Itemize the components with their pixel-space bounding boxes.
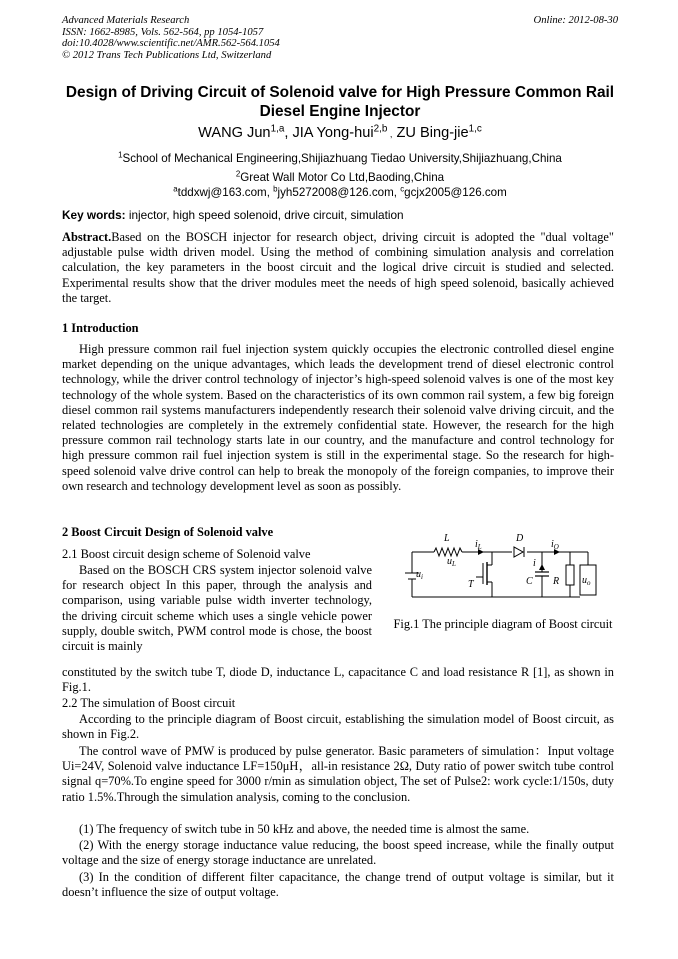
abstract: [62, 230, 614, 306]
label-diode: D: [516, 533, 524, 544]
keywords-label: Key words:: [62, 208, 126, 222]
author-emails: [62, 185, 618, 200]
email-link[interactable]: gcjx2005@126.com: [404, 186, 507, 199]
conclusion-item-1: (1) The frequency of switch tube in 50 kHz and above, the needed time is almost the same.: [79, 822, 530, 836]
email-sup: a: [173, 184, 178, 194]
author-name: WANG Jun: [198, 125, 271, 141]
author-sup: 1,a: [270, 123, 285, 135]
author-separator: ,: [387, 129, 393, 139]
figure-1-caption: Fig.1 The principle diagram of Boost circuit: [393, 617, 613, 631]
conclusion-item-2: (2) With the energy storage inductance value reducing, the boost speed increase, while the finally output voltage and the size of energy storage inductance are unrelated.: [62, 838, 614, 868]
journal-header: [62, 15, 618, 61]
affiliation-text: School of Mechanical Engineering,Shijiazhuang Tiedao University,Shijiazhuang,China: [122, 152, 562, 165]
label-output-current: $i_O$: [551, 539, 559, 551]
affiliation-2: [62, 170, 618, 185]
abstract-text: Based on the BOSCH injector for research object, driving circuit is adopted the "dual voltage" adjustable pulse width driven model. Using the method of combining simulation analysis and correlation calculation, the key parameters in the boost circuit and the logical drive circuit is studied and selected. Experimental results show that the driver modules meet the needs of high speed solenoid, basically achieved the target.: [62, 230, 614, 305]
label-inductor-voltage: $u_L$: [447, 556, 456, 568]
label-capacitor: C: [526, 576, 533, 587]
email-link[interactable]: tddxwj@163.com,: [177, 186, 274, 199]
label-resistor: R: [553, 576, 560, 587]
label-output-voltage: $u_o$: [582, 575, 591, 587]
email-sup: c: [400, 184, 405, 194]
resistor-symbol: [566, 565, 574, 585]
conclusion-item-3: (3) In the condition of different filter capacitance, the change trend of output voltage is similar, but it doesn’t influence the size of output voltage.: [62, 870, 614, 900]
section-2-2-paragraph-2: The control wave of PMW is produced by pulse generator. Basic parameters of simulation：Input voltage Ui=24V, Solenoid valve inductance LF=150μH，all-in resistance 2Ω, Duty ratio of power switch tube control signal q=70%.To engine speed for 3000 r/min as simulation object, The set of Pulse2: work cycle:1/150s, duty ratio 1.5%.Through the simulation analysis, coming to the conclusion.: [62, 744, 614, 804]
journal-doi: doi:10.4028/www.scientific.net/AMR.562-564.1054: [62, 38, 280, 50]
journal-name: Advanced Materials Research: [62, 15, 190, 26]
section-2-1-paragraph-start: Based on the BOSCH CRS system injector solenoid valve for research object In this paper, through the analysis and comparison, using variable pulse width inverter technology, the driving circuit scheme which uses a single vehicle power supply, double switch, PWM control mode is chose, the boost circuit is mainly: [62, 563, 372, 654]
author-sup: 2,b: [373, 123, 388, 135]
abstract-label: Abstract.: [62, 230, 112, 244]
inductor-symbol: [434, 548, 462, 556]
subsection-2-1-heading: 2.1 Boost circuit design scheme of Solenoid valve: [62, 547, 311, 561]
label-input-voltage: $u_i$: [416, 569, 423, 581]
affiliation-sup: 2: [235, 169, 241, 179]
label-inductor-current: $i_L$: [475, 539, 482, 551]
affiliation-text: Great Wall Motor Co Ltd,Baoding,China: [240, 171, 445, 184]
author-name: JIA Yong-hui: [288, 125, 374, 141]
boost-circuit-diagram: [392, 527, 614, 652]
label-switch-tube: T: [468, 579, 474, 590]
author-separator: ,: [284, 125, 289, 141]
keywords-text: injector, high speed solenoid, drive circuit, simulation: [125, 208, 404, 222]
affiliation-sup: 1: [118, 150, 123, 160]
keywords: [62, 208, 618, 223]
diode-symbol: [514, 547, 523, 557]
section-1-paragraph: High pressure common rail fuel injection system quickly occupies the electronic controlled diesel engine market depending on the unique advantages, which leads the development trend of diesel electronic control technology, while the driver control technology of injector’s high-speed solenoid valves is one of the most key technology of the whole system. Based on the characteristics of its own common rail system, a few big foreign diesel common rail systems manufacturers independently research their solenoid valve driving circuit, and the related technologies are completely in the extremely confidential state. However, the research for the high pressure common rail technology starts late in our country, and the manufacture and control technology for high pressure common rail fuel injection system is still in the experimental stage. So the research for high-speed solenoid valve drive control can help to break the monopoly of the foreign companies, to improve their own research and technology development level as soon as possibly.: [62, 342, 614, 493]
online-date: Online: 2012-08-30: [533, 15, 618, 26]
subsection-2-2-heading: 2.2 The simulation of Boost circuit: [62, 696, 236, 710]
section-2-heading: 2 Boost Circuit Design of Solenoid valve: [62, 525, 274, 539]
email-sup: b: [273, 184, 278, 194]
journal-issn: ISSN: 1662-8985, Vols. 562-564, pp 1054-1057: [62, 26, 264, 38]
author-name: ZU Bing-jie: [392, 125, 469, 141]
author-sup: 1,c: [468, 123, 482, 135]
label-inductor: L: [444, 533, 450, 544]
section-1-heading: 1 Introduction: [62, 321, 139, 335]
email-link[interactable]: jyh5272008@126.com,: [277, 186, 401, 199]
journal-copyright: © 2012 Trans Tech Publications Ltd, Switzerland: [62, 49, 272, 61]
label-capacitor-current: i: [533, 558, 536, 569]
author-list: [62, 123, 618, 144]
section-2-2-paragraph-1: According to the principle diagram of Boost circuit, establishing the simulation model of Boost circuit, as shown in Fig.2.: [62, 712, 614, 742]
paper-title: Design of Driving Circuit of Solenoid valve for High Pressure Common Rail Diesel Engine Injector: [65, 84, 615, 120]
section-2-1-paragraph-end: constituted by the switch tube T, diode D, inductance L, capacitance C and load resistance R [1], as shown in Fig.1.: [62, 665, 614, 695]
affiliation-1: [62, 151, 618, 166]
